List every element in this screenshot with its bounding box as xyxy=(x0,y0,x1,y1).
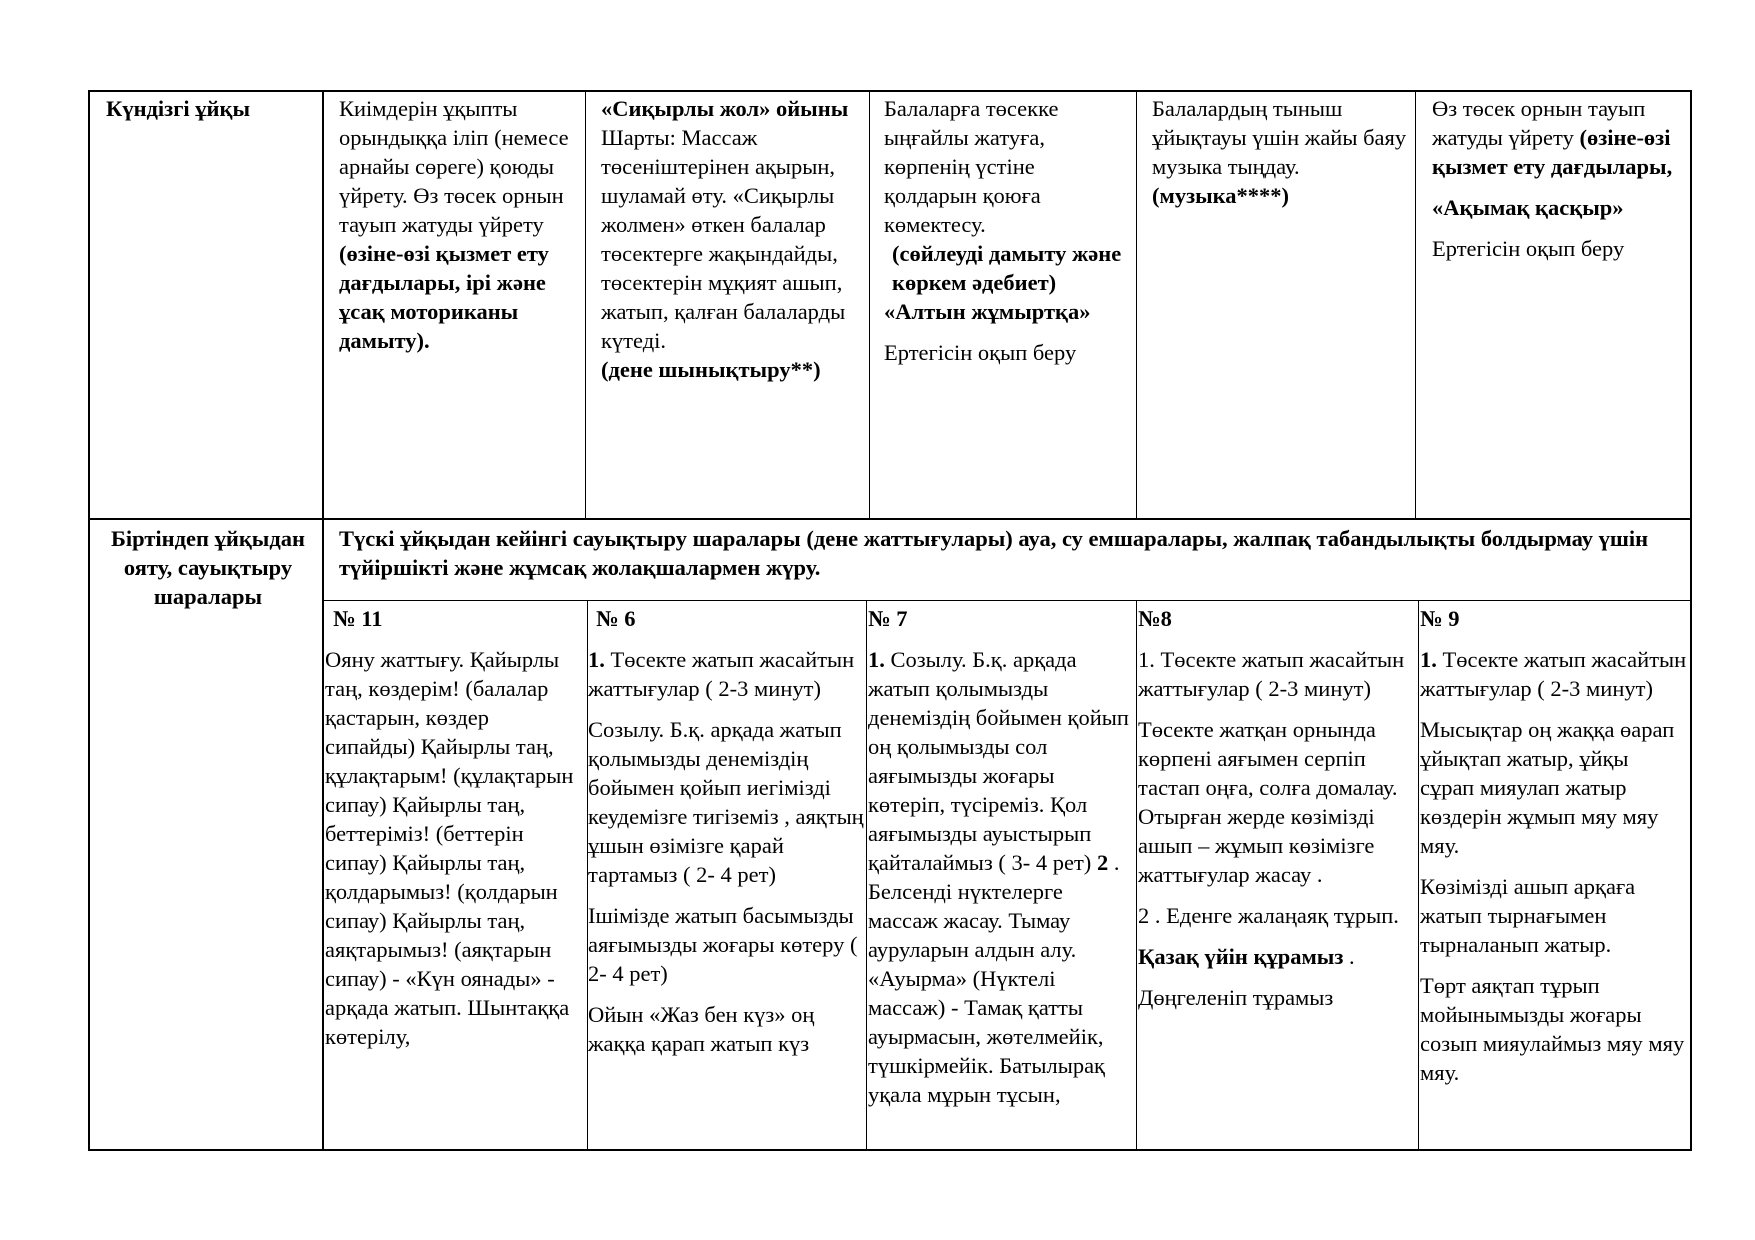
row2-cell-3 xyxy=(868,604,1134,1109)
game-description: Шарты: Массаж төсеніштерінен ақырын, шуламай өту. «Сиқырлы жолмен» өткен балалар төсектерге жақындайды, төсектерін мұқият ашып, жатып, қалған балаларды күтеді. xyxy=(601,125,846,353)
row1-cell-3-extra: Ертегісін оқып беру xyxy=(884,340,1077,365)
row1-cell-1-text: Киімдерін ұқыпты орындыққа іліп (немесе арнайы сөреге) қоюды үйрету. Өз төсек орнын тауып жатуды үйрету xyxy=(339,96,569,237)
step-number: 1. xyxy=(588,647,605,672)
label-column-divider xyxy=(322,90,324,1151)
step-number: 1. xyxy=(1420,647,1437,672)
row2-cell-2-p1: Төсекте жатып жасайтын жаттығулар ( 2-3 минут) xyxy=(588,647,855,701)
exercise-number: № 9 xyxy=(1420,606,1460,631)
yurt-game-title: Қазақ үйін құрамыз xyxy=(1138,944,1344,969)
row2-cell-1 xyxy=(325,604,583,1051)
row2-label: Біртіндеп ұйқыдан ояту, сауықтыру шаралары xyxy=(111,526,305,609)
row2-col-divider-3 xyxy=(1136,600,1137,1151)
tale-title-golden-egg: «Алтын жұмыртқа» xyxy=(884,299,1091,324)
step-number: 2 xyxy=(1096,850,1109,875)
row1-cell-5-text: Өз төсек орнын тауып жатуды үйрету xyxy=(1432,96,1646,150)
row2-cell-4-p2: Төсекте жатқан орнында көрпені аяғымен серпіп тастап оңға, солға домалау. Отырған жерде көзімізді ашып – жұмып көзімізге жаттығулар жасау . xyxy=(1138,717,1398,887)
row1-cell-3-text: Балаларға төсекке ыңғайлы жатуға, көрпенің үстіне қолдарын қоюға көмектесу. xyxy=(884,96,1059,237)
row1-cell-4-text: Балалардың тыныш ұйықтауы үшін жайы баяу музыка тыңдау. xyxy=(1152,96,1407,179)
row1-cell-2-bold: (дене шынықтыру**) xyxy=(601,357,821,382)
row2-cell-1-text: Ояну жаттығу. Қайырлы таң, көздерім! (балалар қастарын, көздер сипайды) Қайырлы таң, құлақтарым! (құлақтарын сипау) Қайырлы таң, беттеріміз! (беттерін сипау) Қайырлы таң, қолдарымыз! (қолдарын сипау) Қайырлы таң, аяқтарымыз! (аяқтарын сипау) - «Күн оянады» - арқада жатып. Шынтаққа көтерілу, xyxy=(325,647,574,1049)
row1-cell-4-bold: (музыка****) xyxy=(1152,183,1290,208)
row2-cell-2-p3: Ішімізде жатып басымызды аяғымызды жоғары көтеру ( 2- 4 рет) xyxy=(588,903,858,986)
row1-label: Күндізгі ұйқы xyxy=(106,96,251,121)
row1-col-divider-1 xyxy=(585,90,586,519)
row2-cell-5 xyxy=(1420,604,1688,1087)
exercise-number: № 7 xyxy=(868,606,908,631)
row1-cell-3-bold: (сөйлеуді дамыту және көркем әдебиет) xyxy=(892,241,1122,295)
row2-cell-3-p1: Созылу. Б.қ. арқада жатып қолымызды денеміздің бойымен қойып оң қолымызды сол аяғымызды жоғары көтеріп, түсіреміз. Қол аяғымызды ауыстырып қайталаймыз ( 3- 4 рет) xyxy=(868,647,1129,875)
row1-cell-4 xyxy=(1152,94,1410,210)
row2-cell-2-p2: Созылу. Б.қ. арқада жатып қолымызды денеміздің бойымен қойып иегімізді кеудемізге тигіземіз , аяқтың ұшын өзімізге қарай тартамыз ( 2- 4 рет) xyxy=(588,717,864,887)
row2-col-divider-2 xyxy=(866,600,867,1151)
row2-cell-4-p3: 2 . Еденге жалаңаяқ тұрып. xyxy=(1138,903,1399,928)
row1-col-divider-3 xyxy=(1136,90,1137,519)
exercise-number: №8 xyxy=(1138,606,1172,631)
game-title: «Сиқырлы жол» ойыны xyxy=(601,96,849,121)
row1-cell-2 xyxy=(601,94,863,384)
row2-header: Түскі ұйқыдан кейінгі сауықтыру шаралары (дене жаттығулары) ауа, су емшаралары, жалпақ табандылықты болдырмау үшін түйіршікті және жұмсақ жолақшалармен жүру. xyxy=(339,526,1649,580)
row1-col-divider-4 xyxy=(1415,90,1416,519)
row2-cell-3-p1-rest: . Белсенді нүктелерге массаж жасау. Тымау ауруларын алдын алу. «Ауырма» (Нүктелі массаж) - Тамақ қатты ауырмасын, жөтелмейік, түшкірмейік. Батылырақ уқала мұрын тұсын, xyxy=(868,850,1120,1107)
exercise-number: № 6 xyxy=(596,606,636,631)
row1-cell-1 xyxy=(339,94,579,355)
exercise-number: № 11 xyxy=(333,606,383,631)
row1-cell-5-extra: Ертегісін оқып беру xyxy=(1432,236,1625,261)
row2-col-divider-4 xyxy=(1418,600,1419,1151)
row2-cell-5-p2: Мысықтар оң жаққа өарап ұйықтап жатыр, ұйқы сұрап мияулап жатыр көздерін жұмып мяу мяу мяу. xyxy=(1420,717,1675,858)
row2-cell-5-p4: Төрт аяқтап тұрып мойынымызды жоғары созып мияулаймыз мяу мяу мяу. xyxy=(1420,973,1685,1085)
row1-col-divider-2 xyxy=(869,90,870,519)
header-divider xyxy=(323,600,1692,601)
row2-cell-4-p5: Дөңгеленіп тұрамыз xyxy=(1138,985,1334,1010)
tale-title-silly-wolf: «Ақымақ қасқыр» xyxy=(1432,195,1624,220)
row2-cell-5-p3: Көзімізді ашып арқаға жатып тырнағымен тырналанып жатыр. xyxy=(1420,874,1636,957)
row2-cell-4-p4-rest: . xyxy=(1343,944,1355,969)
row2-cell-4-p1: 1. Төсекте жатып жасайтын жаттығулар ( 2-3 минут) xyxy=(1138,647,1405,701)
step-number: 1. xyxy=(868,647,885,672)
row2-cell-5-p1: Төсекте жатып жасайтын жаттығулар ( 2-3 минут) xyxy=(1420,647,1687,701)
row1-cell-5 xyxy=(1432,94,1688,263)
row1-cell-3 xyxy=(884,94,1132,367)
row2-cell-2 xyxy=(588,604,864,1058)
row2-cell-4 xyxy=(1138,604,1416,1012)
row-divider xyxy=(88,518,1692,520)
row2-cell-2-p4: Ойын «Жаз бен күз» оң жаққа қарап жатып күз xyxy=(588,1002,815,1056)
row1-cell-5-bold: (өзіне-өзі қызмет ету дағдылары, xyxy=(1432,125,1673,179)
row1-cell-1-bold: (өзіне-өзі қызмет ету дағдылары, ірі және ұсақ моториканы дамыту). xyxy=(339,241,549,353)
